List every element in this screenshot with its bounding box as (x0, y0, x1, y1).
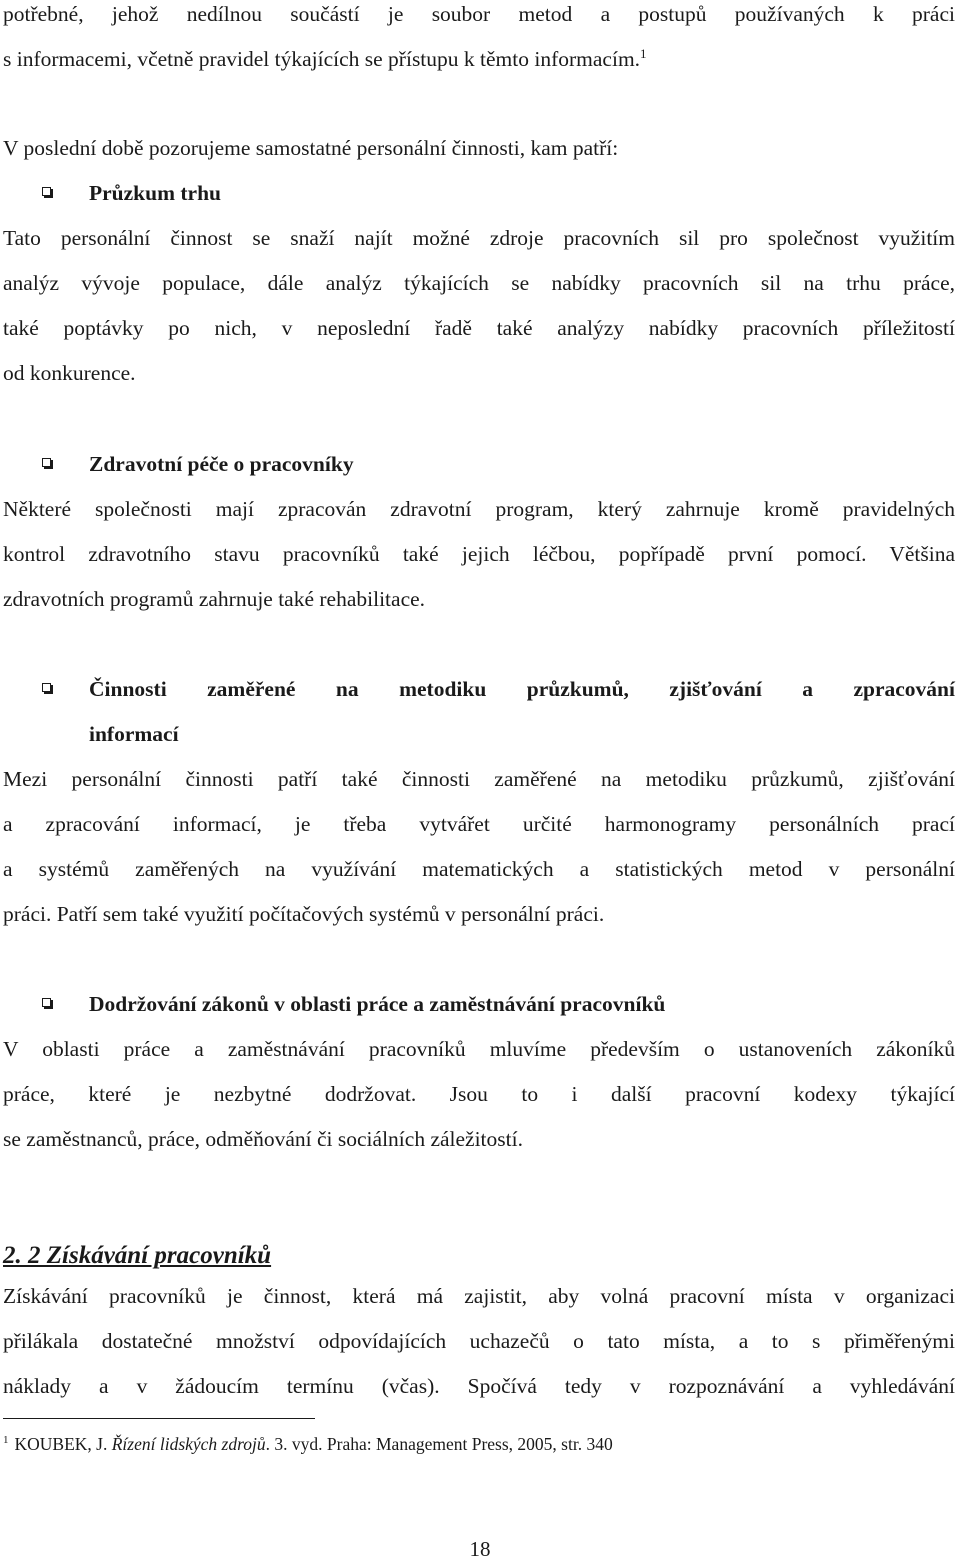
paragraph-line: a zpracování informací, je třeba vytvářet určité harmonogramy personálních prací (3, 812, 955, 836)
paragraph-line: Získávání pracovníků je činnost, která má zajistit, aby volná pracovní místa v organizaci (3, 1284, 955, 1308)
square-bullet-icon (42, 683, 51, 692)
footnote-reference[interactable]: 1 (640, 45, 647, 61)
paragraph-line (3, 46, 955, 72)
paragraph-line: náklady a v žádoucím termínu (včas). Spočívá tedy v rozpoznávání a vyhledávání (3, 1374, 955, 1398)
footnote (3, 1433, 613, 1455)
section-heading: Zdravotní péče o pracovníky (89, 452, 354, 476)
lead-sentence: V poslední době pozorujeme samostatné personální činnosti, kam patří: (3, 136, 619, 160)
paragraph-line: se zaměstnanců, práce, odměňování či sociálních záležitostí. (3, 1127, 523, 1151)
section-heading-continued: informací (89, 722, 179, 746)
footnote-number: 1 (3, 1434, 9, 1447)
paragraph-line: zdravotních programů zahrnuje také rehabilitace. (3, 587, 426, 611)
page-number: 18 (469, 1537, 491, 1561)
paragraph-line: přilákala dostatečné množství odpovídajících uchazečů o tato místa, a to s přiměřenými (3, 1329, 955, 1353)
paragraph-line: analýz vývoje populace, dále analýz týkajících se nabídky pracovních sil na trhu práce, (3, 271, 955, 295)
paragraph-line: a systémů zaměřených na využívání matematických a statistických metod v personální (3, 857, 955, 881)
square-bullet-icon (42, 187, 51, 196)
footnote-title: Řízení lidských zdrojů (111, 1434, 266, 1454)
paragraph-line: Tato personální činnost se snaží najít možné zdroje pracovních sil pro společnost využitím (3, 226, 955, 250)
section-heading: Činnosti zaměřené na metodiku průzkumů, zjišťování a zpracování (89, 677, 955, 701)
square-bullet-icon (42, 458, 51, 467)
footnote-author: KOUBEK, J. (14, 1434, 112, 1454)
paragraph-line: Některé společnosti mají zpracován zdravotní program, který zahrnuje kromě pravidelných (3, 497, 955, 521)
paragraph-line: práci. Patří sem také využití počítačových systémů v personální práci. (3, 902, 605, 926)
paragraph-line: V oblasti práce a zaměstnávání pracovníků mluvíme především o ustanoveních zákoníků (3, 1037, 955, 1061)
footnote-separator (3, 1418, 315, 1419)
paragraph-line: také poptávky po nich, v neposlední řadě také analýzy nabídky pracovních příležitostí (3, 316, 955, 340)
chapter-heading: 2. 2 Získávání pracovníků (3, 1242, 272, 1269)
paragraph-line: kontrol zdravotního stavu pracovníků také jejich léčbou, popřípadě první pomocí. Většina (3, 542, 955, 566)
section-heading: Dodržování zákonů v oblasti práce a zaměstnávání pracovníků (89, 992, 666, 1016)
paragraph-line: potřebné, jehož nedílnou součástí je soubor metod a postupů používaných k práci (3, 2, 955, 26)
footnote-details: . 3. vyd. Praha: Management Press, 2005, str. 340 (265, 1434, 613, 1454)
paragraph-line: Mezi personální činnosti patří také činnosti zaměřené na metodiku průzkumů, zjišťování (3, 767, 955, 791)
square-bullet-icon (42, 998, 51, 1007)
paragraph-line: od konkurence. (3, 361, 136, 385)
paragraph-text: s informacemi, včetně pravidel týkajících se přístupu k těmto informacím. (3, 47, 641, 71)
section-heading: Průzkum trhu (89, 181, 221, 205)
paragraph-line: práce, které je nezbytné dodržovat. Jsou to i další pracovní kodexy týkající (3, 1082, 955, 1106)
